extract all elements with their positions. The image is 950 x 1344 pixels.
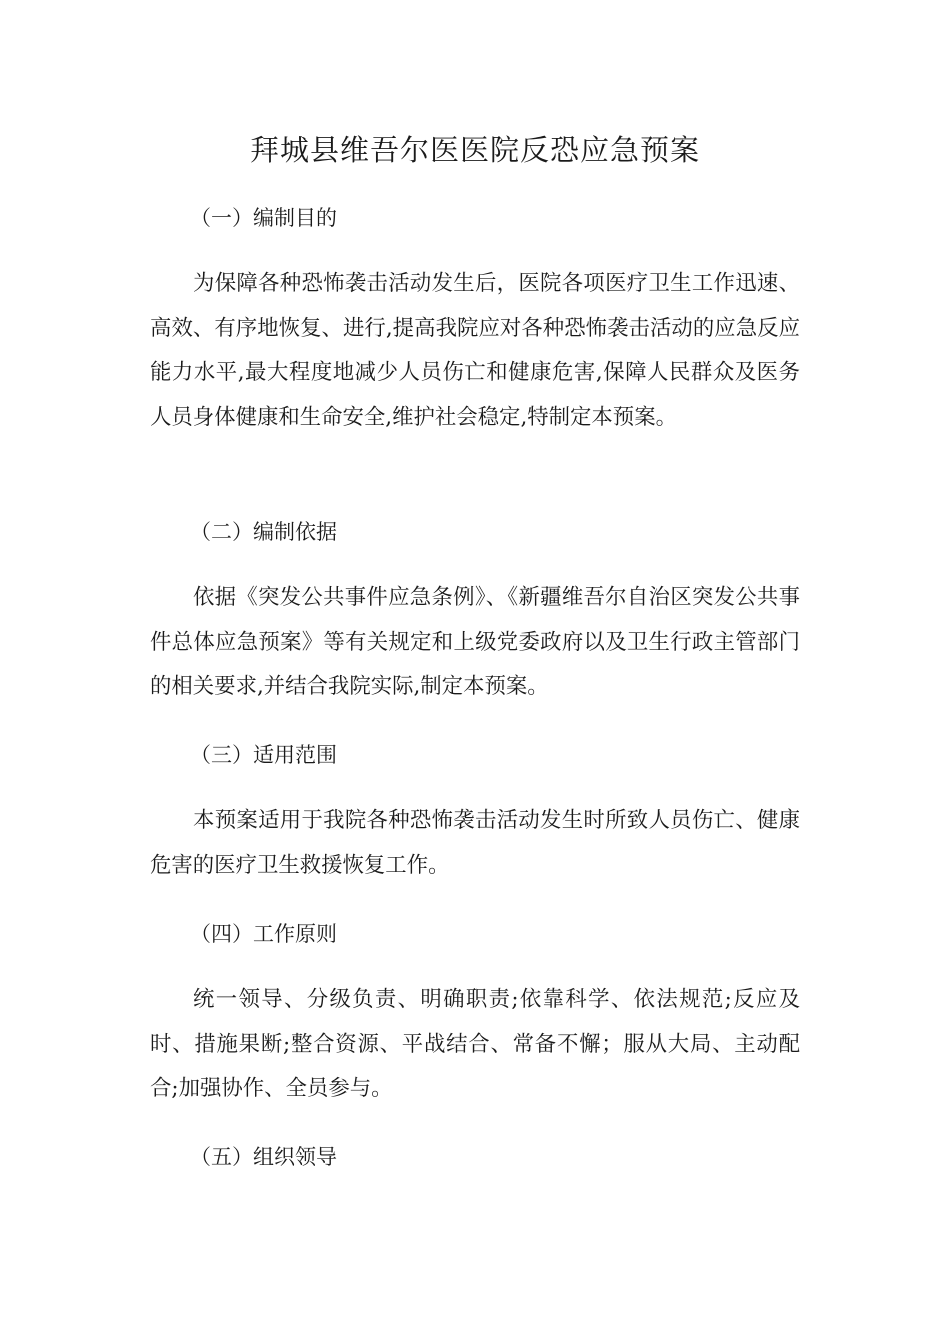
section-heading-scope: （三）适用范围 [190, 743, 337, 767]
section-heading-purpose: （一）编制目的 [190, 206, 337, 230]
section-heading-basis: （二）编制依据 [190, 520, 337, 544]
section-body-purpose: 为保障各种恐怖袭击活动发生后，医院各项医疗卫生工作迅速、高效、有序地恢复、进行,提高我院应对各种恐怖袭击活动的应急反应能力水平,最大程度地减少人员伤亡和健康危害,保障人民群众及医务人员身体健康和生命安全,维护社会稳定,特制定本预案。 [150, 271, 800, 430]
section-heading-organization: （五）组织领导 [190, 1145, 337, 1169]
document-title: 拜城县维吾尔医医院反恐应急预案 [249, 133, 700, 167]
section-heading-principles: （四）工作原则 [190, 922, 337, 946]
section-body-scope: 本预案适用于我院各种恐怖袭击活动发生时所致人员伤亡、健康危害的医疗卫生救援恢复工作。 [150, 808, 800, 878]
section-body-principles: 统一领导、分级负责、明确职责;依靠科学、依法规范;反应及时、措施果断;整合资源、平战结合、常备不懈；服从大局、主动配合;加强协作、全员参与。 [150, 987, 800, 1101]
section-body-basis: 依据《突发公共事件应急条例》、《新疆维吾尔自治区突发公共事件总体应急预案》等有关规定和上级党委政府以及卫生行政主管部门的相关要求,并结合我院实际,制定本预案。 [150, 585, 800, 699]
